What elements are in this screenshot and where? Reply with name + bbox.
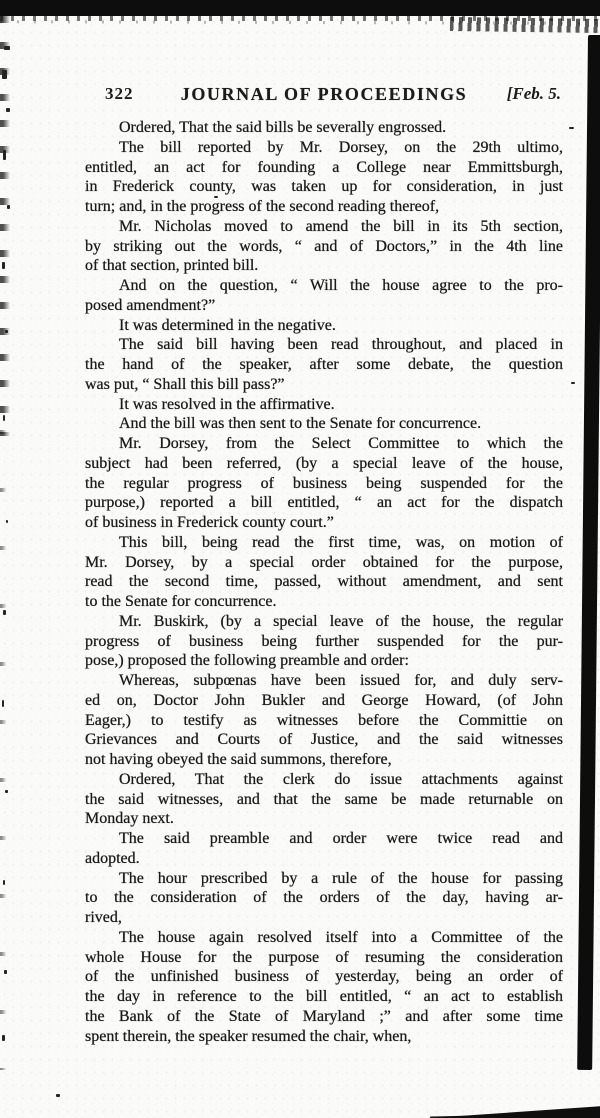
text-line: Monday next.	[85, 810, 174, 828]
text-line: to the consideration of the orders of the day, having ar-	[85, 889, 563, 907]
text-line: The house again resolved itself into a Committee of the	[119, 928, 563, 946]
running-title: JOURNAL OF PROCEEDINGS	[180, 84, 468, 104]
text-line: of that section, printed bill.	[85, 257, 259, 275]
scan-speck	[2, 700, 4, 707]
page-body	[85, 118, 563, 1046]
text-line: the day in reference to the bill entitled, “ an act to establish	[85, 988, 563, 1005]
text-line: The bill reported by Mr. Dorsey, on the 29th ultimo,	[119, 138, 563, 156]
text-line: The hour prescribed by a rule of the house for passing	[119, 869, 563, 887]
text-line: was put, “ Shall this bill pass?”	[85, 375, 285, 393]
scan-speck	[3, 880, 5, 885]
scan-speck	[5, 790, 8, 793]
text-line: The said preamble and order were twice read and	[119, 830, 563, 847]
text-line: And the bill was then sent to the Senate for concurrence.	[119, 415, 482, 433]
scan-speck	[7, 205, 10, 209]
scan-speck	[2, 70, 7, 79]
scan-speck	[56, 1094, 60, 1097]
text-line: whole House for the purpose of resuming the consideration	[85, 948, 563, 966]
scan-speck	[6, 520, 8, 523]
scan-artifact-top-edge	[0, 0, 600, 16]
text-line: adopted.	[85, 849, 140, 867]
text-line: And on the question, “ Will the house agree to the pro-	[119, 277, 563, 294]
text-line: This bill, being read the first time, was, on motion of	[119, 533, 563, 551]
text-line: Mr. Buskirk, (by a special leave of the house, the regular	[119, 612, 563, 630]
text-line: subject had been referred, (by a special leave of the house,	[85, 454, 563, 472]
text-line: Mr. Dorsey, from the Select Committee to which the	[119, 435, 563, 452]
date-header: [Feb. 5.	[506, 84, 561, 103]
text-line: Grievances and Courts of Justice, and the said witnesses	[85, 731, 563, 749]
scan-speck	[569, 127, 574, 129]
scan-speck	[6, 108, 10, 112]
text-line: ed on, Doctor John Bukler and George Howard, (of John	[85, 691, 563, 709]
scan-speck	[4, 970, 7, 974]
text-line: the Bank of the State of Maryland ;” and after some time	[85, 1007, 563, 1025]
text-line: in Frederick county, was taken up for consideration, in just	[85, 178, 563, 196]
text-line: Mr. Nicholas moved to amend the bill in its 5th section,	[119, 217, 563, 235]
page-number: 322	[105, 84, 134, 103]
scan-speck	[3, 415, 5, 421]
text-line: the hand of the speaker, after some debate, the question	[85, 356, 563, 373]
scan-speck	[3, 610, 6, 615]
text-line: turn; and, in the progress of the second reading thereof,	[85, 198, 440, 215]
scan-artifact-top-right-blotch	[450, 17, 600, 33]
scan-speck	[3, 150, 6, 160]
text-line: to the Senate for concurrence.	[85, 593, 277, 610]
scan-speck	[2, 262, 5, 269]
text-line: It was resolved in the affirmative.	[119, 395, 335, 413]
scan-speck	[2, 1035, 5, 1041]
text-line: of business in Frederick county court.”	[85, 514, 334, 531]
text-line: It was determined in the negative.	[119, 316, 336, 334]
text-line: The said bill having been read throughout, and placed in	[119, 336, 563, 354]
text-line: entitled, an act for founding a College near Emmittsburgh,	[85, 158, 563, 176]
text-line: Whereas, subpœnas have been issued for, and duly serv-	[119, 672, 563, 689]
text-line: of the unfinished business of yesterday, being an order of	[85, 968, 563, 986]
page-header	[85, 84, 563, 106]
text-line: Eager,) to testify as witnesses before the Committie on	[85, 711, 563, 729]
text-line: Ordered, That the said bills be severally engrossed.	[119, 119, 447, 136]
scan-speck	[4, 46, 10, 50]
text-line: rived,	[85, 909, 122, 926]
scan-artifact-left-gutter	[0, 16, 12, 436]
text-line: purpose,) reported a bill entitled, “ an act for the dispatch	[85, 494, 563, 512]
text-line: read the second time, passed, without amendment, and sent	[85, 573, 563, 591]
text-line: the said witnesses, and that the same be made returnable on	[85, 790, 563, 808]
text-line: progress of business being further suspended for the pur-	[85, 632, 563, 650]
text-line: spent therein, the speaker resumed the chair, when,	[85, 1027, 412, 1045]
text-line: not having obeyed the said summons, therefore,	[85, 751, 392, 768]
text-line: posed amendment?”	[85, 296, 216, 314]
scan-speck	[571, 382, 575, 384]
scan-speck	[5, 330, 8, 333]
text-line: Mr. Dorsey, by a special order obtained for the purpose,	[85, 553, 563, 571]
text-line: the regular progress of business being suspended for the	[85, 474, 563, 492]
text-line: pose,) proposed the following preamble and order:	[85, 652, 409, 670]
text-line: Ordered, That the clerk do issue attachments against	[119, 770, 563, 788]
scan-artifact-right-edge	[577, 35, 600, 1070]
scan-artifact-left-gutter	[0, 430, 8, 1070]
text-line: by striking out the words, “ and of Doctors,” in the 4th line	[85, 237, 563, 255]
